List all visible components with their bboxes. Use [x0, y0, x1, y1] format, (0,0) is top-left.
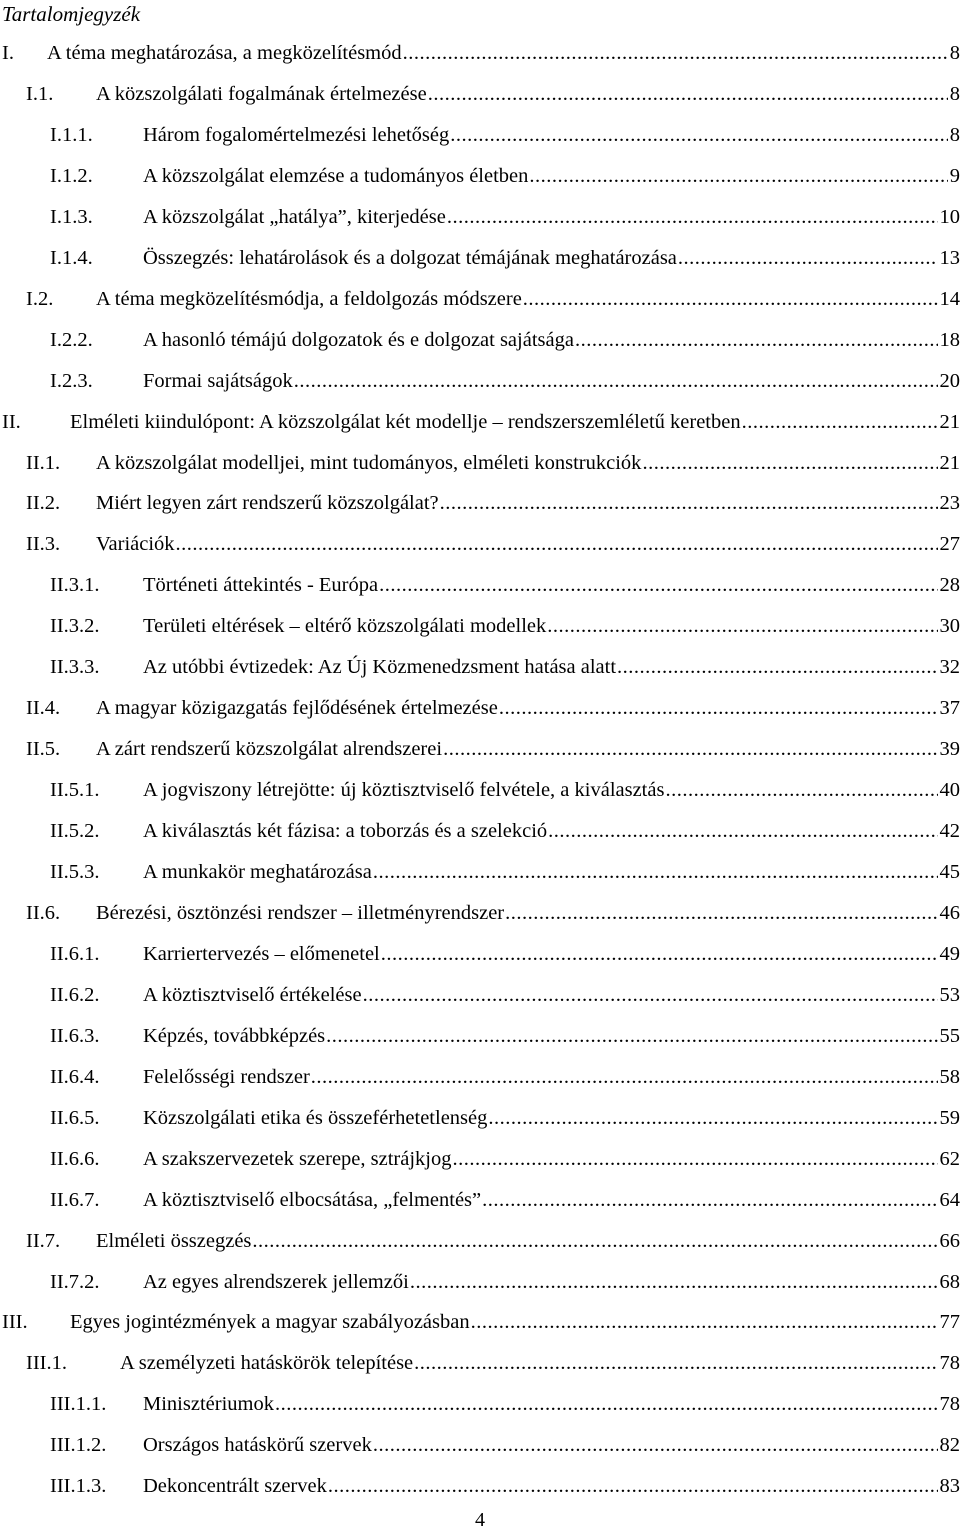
dot-leader	[252, 1228, 937, 1254]
toc-entry-page: 46	[940, 900, 960, 926]
toc-entry[interactable]	[0, 204, 960, 230]
dot-leader	[428, 81, 948, 107]
toc-entry[interactable]	[0, 1309, 960, 1335]
toc-entry-number: II.6.6.	[50, 1146, 100, 1172]
dot-leader	[678, 245, 938, 271]
toc-entry[interactable]	[0, 531, 960, 557]
toc-entry-number: II.6.	[26, 900, 60, 926]
toc-entry[interactable]	[0, 736, 960, 762]
toc-entry-page: 28	[940, 572, 960, 598]
dot-leader	[548, 818, 937, 844]
toc-entry-label: Variációk	[96, 531, 175, 557]
toc-entry-label: A zárt rendszerű közszolgálat alrendszerei	[96, 736, 442, 762]
toc-entry-number: II.6.2.	[50, 982, 100, 1008]
toc-entry[interactable]	[0, 900, 960, 926]
toc-entry-label: A személyzeti hatáskörök telepítése	[120, 1350, 413, 1376]
toc-entry-page: 14	[940, 286, 960, 312]
toc-entry-page: 18	[940, 327, 960, 353]
toc-entry-number: I.1.3.	[50, 204, 93, 230]
toc-entry-number: I.1.1.	[50, 122, 93, 148]
toc-entry-label: A jogviszony létrejötte: új köztisztviselő felvétele, a kiválasztás	[143, 777, 664, 803]
toc-entry-label: Formai sajátságok	[143, 368, 293, 394]
toc-entry-page: 45	[940, 859, 960, 885]
toc-entry[interactable]	[0, 1146, 960, 1172]
toc-entry-number: II.7.	[26, 1228, 60, 1254]
dot-leader	[499, 695, 938, 721]
dot-leader	[326, 1023, 937, 1049]
toc-entry-label: A közszolgálat elemzése a tudományos életben	[143, 163, 528, 189]
toc-entry[interactable]	[0, 1023, 960, 1049]
toc-entry[interactable]	[0, 245, 960, 271]
dot-leader	[381, 941, 938, 967]
toc-entry-label: Történeti áttekintés - Európa	[143, 572, 378, 598]
dot-leader	[447, 204, 938, 230]
toc-entry-number: II.3.	[26, 531, 60, 557]
toc-entry-page: 30	[940, 613, 960, 639]
toc-entry[interactable]	[0, 1105, 960, 1131]
toc-entry-number: II.6.4.	[50, 1064, 100, 1090]
toc-entry-page: 40	[940, 777, 960, 803]
toc-entry-page: 82	[940, 1432, 960, 1458]
toc-entry[interactable]	[0, 327, 960, 353]
dot-leader	[410, 1269, 938, 1295]
dot-leader	[529, 163, 947, 189]
toc-entry-page: 42	[940, 818, 960, 844]
dot-leader	[403, 40, 948, 66]
dot-leader	[450, 122, 948, 148]
toc-entry[interactable]	[0, 490, 960, 516]
toc-entry-label: Képzés, továbbképzés	[143, 1023, 325, 1049]
toc-entry[interactable]	[0, 40, 960, 66]
toc-entry-page: 9	[950, 163, 960, 189]
toc-entry-number: II.5.2.	[50, 818, 100, 844]
toc-entry-label: Az egyes alrendszerek jellemzői	[143, 1269, 409, 1295]
dot-leader	[275, 1391, 938, 1417]
toc-entry-label: Országos hatáskörű szervek	[143, 1432, 372, 1458]
toc-entry-page: 8	[950, 40, 960, 66]
toc-entry[interactable]	[0, 163, 960, 189]
dot-leader	[373, 859, 938, 885]
toc-entry[interactable]	[0, 286, 960, 312]
toc-entry-label: A köztisztviselő értékelése	[143, 982, 362, 1008]
dot-leader	[505, 900, 937, 926]
toc-entry-number: II.5.1.	[50, 777, 100, 803]
toc-entry-page: 8	[950, 81, 960, 107]
toc-entry-page: 32	[940, 654, 960, 680]
toc-entry[interactable]	[0, 1350, 960, 1376]
toc-entry-page: 20	[940, 368, 960, 394]
toc-entry[interactable]	[0, 613, 960, 639]
toc-entry[interactable]	[0, 1228, 960, 1254]
dot-leader	[742, 409, 938, 435]
toc-entry-number: II.6.5.	[50, 1105, 100, 1131]
toc-entry-label: Elméleti kiindulópont: A közszolgálat két modellje – rendszerszemléletű keretben	[70, 409, 741, 435]
toc-entry[interactable]	[0, 859, 960, 885]
toc-entry-page: 53	[940, 982, 960, 1008]
toc-entry-label: A szakszervezetek szerepe, sztrájkjog	[143, 1146, 451, 1172]
toc-entry[interactable]	[0, 409, 960, 435]
toc-entry-number: II.6.3.	[50, 1023, 100, 1049]
dot-leader	[363, 982, 938, 1008]
dot-leader	[482, 1187, 937, 1213]
toc-entry-number: II.2.	[26, 490, 60, 516]
toc-entry-page: 68	[940, 1269, 960, 1295]
page-number: 4	[0, 1508, 960, 1532]
toc-entry[interactable]	[0, 122, 960, 148]
toc-entry-page: 58	[940, 1064, 960, 1090]
toc-entry-label: A köztisztviselő elbocsátása, „felmentés”	[143, 1187, 481, 1213]
toc-entry-number: II.3.2.	[50, 613, 100, 639]
toc-entry-page: 78	[940, 1391, 960, 1417]
toc-entry-number: I.	[2, 40, 14, 66]
toc-entry[interactable]	[0, 368, 960, 394]
toc-entry-label: Elméleti összegzés	[96, 1228, 251, 1254]
toc-entry-number: I.2.3.	[50, 368, 93, 394]
toc-entry-label: Dekoncentrált szervek	[143, 1473, 327, 1499]
toc-entry[interactable]	[0, 450, 960, 476]
toc-title: Tartalomjegyzék	[2, 0, 140, 28]
toc-entry-label: Egyes jogintézmények a magyar szabályozásban	[70, 1309, 470, 1335]
toc-entry-page: 21	[940, 450, 960, 476]
toc-entry-page: 62	[940, 1146, 960, 1172]
toc-entry-label: A magyar közigazgatás fejlődésének értelmezése	[96, 695, 498, 721]
toc-entry-page: 27	[940, 531, 960, 557]
toc-entry-number: III.1.2.	[50, 1432, 106, 1458]
toc-entry-number: III.1.	[26, 1350, 67, 1376]
dot-leader	[452, 1146, 937, 1172]
toc-entry-page: 23	[940, 490, 960, 516]
dot-leader	[440, 490, 938, 516]
dot-leader	[379, 572, 937, 598]
toc-entry-label: A közszolgálat modelljei, mint tudományos, elméleti konstrukciók	[96, 450, 641, 476]
dot-leader	[665, 777, 937, 803]
toc-entry-page: 78	[940, 1350, 960, 1376]
dot-leader	[642, 450, 937, 476]
toc-entry-number: I.2.2.	[50, 327, 93, 353]
toc-entry[interactable]	[0, 572, 960, 598]
toc-entry[interactable]	[0, 1473, 960, 1499]
toc-entry-number: II.1.	[26, 450, 60, 476]
toc-entry-label: Miért legyen zárt rendszerű közszolgálat?	[96, 490, 439, 516]
toc-entry-number: III.	[2, 1309, 28, 1335]
toc-entry-page: 59	[940, 1105, 960, 1131]
toc-entry-number: II.4.	[26, 695, 60, 721]
toc-entry[interactable]	[0, 654, 960, 680]
dot-leader	[617, 654, 937, 680]
toc-entry-label: A munkakör meghatározása	[143, 859, 372, 885]
toc-entry-label: Karriertervezés – előmenetel	[143, 941, 380, 967]
toc-entry-page: 13	[940, 245, 960, 271]
toc-entry[interactable]	[0, 695, 960, 721]
toc-entry-number: I.1.2.	[50, 163, 93, 189]
toc-entry-page: 21	[940, 409, 960, 435]
dot-leader	[488, 1105, 937, 1131]
toc-entry[interactable]	[0, 1064, 960, 1090]
dot-leader	[176, 531, 938, 557]
toc-entry-label: Közszolgálati etika és összeférhetetlenség	[143, 1105, 487, 1131]
toc-entry-number: II.6.1.	[50, 941, 100, 967]
toc-entry[interactable]	[0, 81, 960, 107]
toc-entry-label: Minisztériumok	[143, 1391, 274, 1417]
dot-leader	[311, 1064, 938, 1090]
toc-entry[interactable]	[0, 1187, 960, 1213]
toc-entry[interactable]	[0, 1391, 960, 1417]
toc-entry[interactable]	[0, 941, 960, 967]
toc-entry[interactable]	[0, 777, 960, 803]
toc-entry[interactable]	[0, 1432, 960, 1458]
dot-leader	[373, 1432, 938, 1458]
dot-leader	[294, 368, 938, 394]
toc-entry-page: 49	[940, 941, 960, 967]
toc-entry-number: II.3.1.	[50, 572, 100, 598]
toc-entry-label: Az utóbbi évtizedek: Az Új Közmenedzsment hatása alatt	[143, 654, 616, 680]
dot-leader	[575, 327, 938, 353]
toc-entry-label: Összegzés: lehatárolások és a dolgozat témájának meghatározása	[143, 245, 677, 271]
toc-entry-number: II.	[2, 409, 21, 435]
toc-entry-number: I.2.	[26, 286, 53, 312]
toc-entry-label: Területi eltérések – eltérő közszolgálati modellek	[143, 613, 546, 639]
toc-entry-page: 8	[950, 122, 960, 148]
toc-entry-label: A közszolgálati fogalmának értelmezése	[96, 81, 427, 107]
toc-entry-label: A téma megközelítésmódja, a feldolgozás módszere	[96, 286, 522, 312]
toc-entry-number: II.3.3.	[50, 654, 100, 680]
dot-leader	[547, 613, 937, 639]
toc-entry-page: 39	[940, 736, 960, 762]
toc-entry[interactable]	[0, 1269, 960, 1295]
toc-entry-label: A téma meghatározása, a megközelítésmód	[47, 40, 402, 66]
toc-entry-label: A kiválasztás két fázisa: a toborzás és a szelekció	[143, 818, 547, 844]
toc-entry-label: A közszolgálat „hatálya”, kiterjedése	[143, 204, 446, 230]
dot-leader	[443, 736, 937, 762]
toc-entry-number: I.1.4.	[50, 245, 93, 271]
toc-entry-page: 83	[940, 1473, 960, 1499]
toc-entry-page: 64	[940, 1187, 960, 1213]
toc-entry-page: 37	[940, 695, 960, 721]
dot-leader	[523, 286, 938, 312]
dot-leader	[471, 1309, 938, 1335]
toc-entry-number: III.1.3.	[50, 1473, 106, 1499]
toc-entry[interactable]	[0, 982, 960, 1008]
toc-entry-number: III.1.1.	[50, 1391, 106, 1417]
toc-entry[interactable]	[0, 818, 960, 844]
toc-entry-number: II.5.	[26, 736, 60, 762]
toc-entry-number: II.5.3.	[50, 859, 100, 885]
toc-entry-page: 10	[940, 204, 960, 230]
toc-entry-label: Bérezési, ösztönzési rendszer – illetményrendszer	[96, 900, 504, 926]
toc-entry-number: I.1.	[26, 81, 53, 107]
dot-leader	[414, 1350, 937, 1376]
toc-entry-page: 55	[940, 1023, 960, 1049]
toc-entry-label: Három fogalomértelmezési lehetőség	[143, 122, 449, 148]
dot-leader	[328, 1473, 938, 1499]
toc-entry-page: 66	[940, 1228, 960, 1254]
toc-entry-label: A hasonló témájú dolgozatok és e dolgozat sajátsága	[143, 327, 574, 353]
toc-entry-label: Felelősségi rendszer	[143, 1064, 310, 1090]
toc-entry-number: II.6.7.	[50, 1187, 100, 1213]
toc-entry-number: II.7.2.	[50, 1269, 100, 1295]
toc-entry-page: 77	[940, 1309, 960, 1335]
